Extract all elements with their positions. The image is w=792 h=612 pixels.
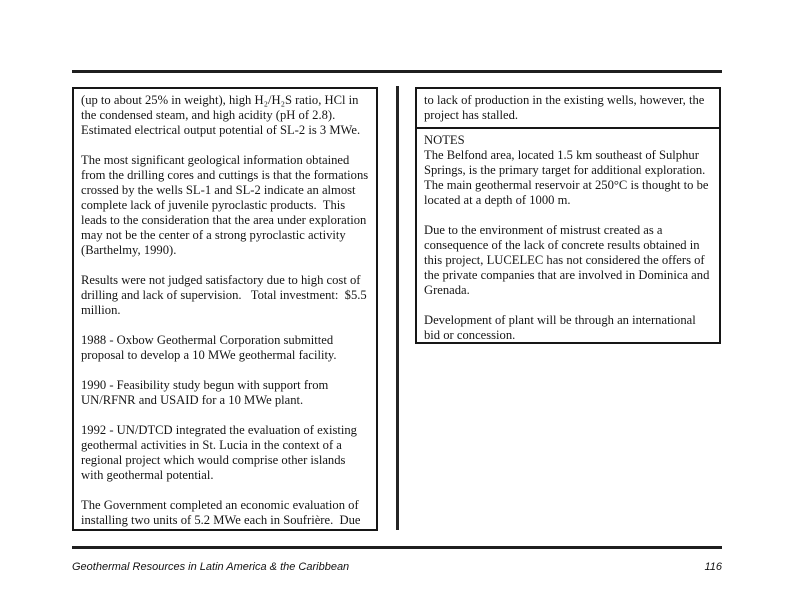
paragraph: 1990 - Feasibility study begun with support from UN/RFNR and USAID for a 10 MWe plant.: [81, 378, 332, 407]
notes-paragraphs: [424, 148, 712, 343]
paragraph: 1988 - Oxbow Geothermal Corporation submitted proposal to develop a 10 MWe geothermal facility.: [81, 333, 337, 362]
column-divider: [396, 86, 399, 530]
paragraph: The Government completed an economic evaluation of installing two units of 5.2 MWe each in Soufrière. Due: [81, 498, 362, 527]
paragraph: Development of plant will be through an international bid or concession.: [424, 313, 699, 342]
paragraph: (up to about 25% in weight), high H₂/H₂S ratio, HCl in the condensed steam, and high acidity (pH of 2.8). Estimated electrical output potential of SL-2 is 3 MWe.: [81, 93, 362, 137]
paragraph: Due to the environment of mistrust created as a consequence of the lack of concrete results obtained in this project, LUCELEC has not considered the offers of the private companies that are involved in Dominica and Grenada.: [424, 223, 713, 297]
footer-rule: [72, 546, 722, 549]
right-text-box: [415, 87, 721, 344]
top-rule: [72, 70, 722, 73]
footer-title: Geothermal Resources in Latin America & the Caribbean: [72, 561, 350, 573]
left-column-paragraphs: [81, 93, 372, 528]
paragraph: The most significant geological information obtained from the drilling cores and cuttings is that the formations crossed by the wells SL-1 and SL-2 indicate an almost complete lack of juvenile pyroclastic products. This leads to the consideration that the area under exploration may not be the center of a strong pyroclastic activity (Barthelmy, 1990).: [81, 153, 372, 257]
continuation-cell: [417, 89, 719, 129]
page-footer: [72, 561, 722, 573]
notes-cell: [417, 129, 719, 344]
continuation-paragraph: to lack of production in the existing wells, however, the project has stalled.: [424, 93, 708, 122]
page-number: 116: [704, 561, 722, 573]
paragraph: The Belfond area, located 1.5 km southeast of Sulphur Springs, is the primary target for additional exploration. The main geothermal reservoir at 250°C is thought to be located at a depth of 1000 m.: [424, 148, 712, 207]
paragraph: Results were not judged satisfactory due to high cost of drilling and lack of supervision. Total investment: $5.5 million.: [81, 273, 370, 317]
left-text-box: [72, 87, 378, 531]
notes-heading: NOTES: [424, 133, 465, 147]
paragraph: 1992 - UN/DTCD integrated the evaluation of existing geothermal activities in St. Lucia in the context of a regional project which would comprise other islands with geothermal potential.: [81, 423, 361, 482]
